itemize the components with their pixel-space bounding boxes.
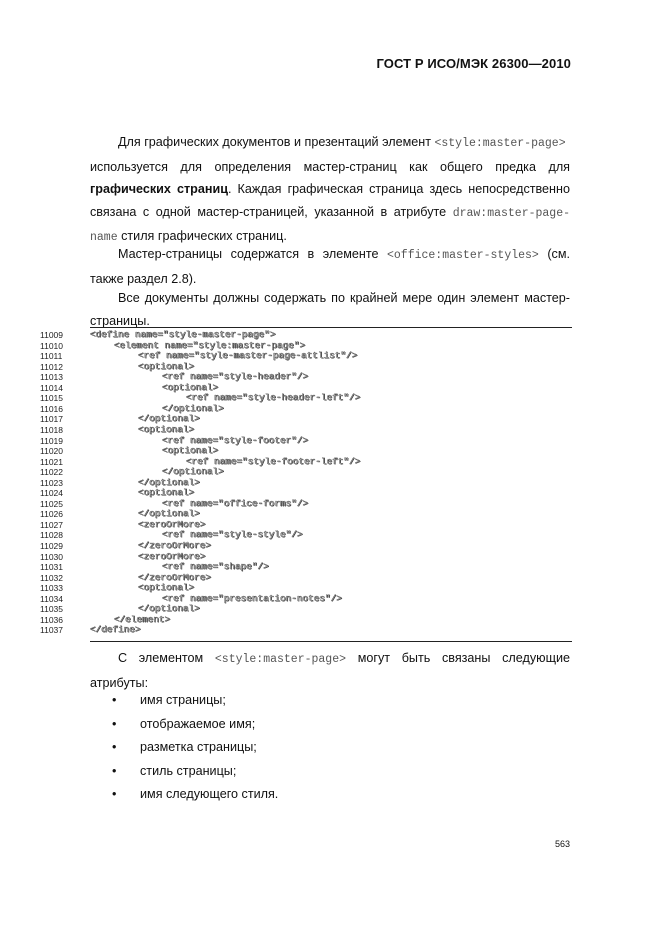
code-line-text: </optional> [138,603,200,615]
p4-line1-text: С элементом [118,651,204,665]
p4-line2: атрибуты: [90,675,149,690]
code-line-text: </optional> [162,466,224,478]
p2-line1-code: <office:master-styles> [387,249,539,262]
document-standard-code: ГОСТ Р ИСО/МЭК 26300—2010 [376,56,571,71]
code-line-number: 11022 [40,467,64,478]
code-line [40,509,572,520]
bullet-icon: • [112,787,117,801]
code-line [40,541,572,552]
code-line-number: 11016 [40,403,64,414]
code-line-number: 11010 [40,340,64,351]
listing-top-rule [90,327,572,328]
code-line-text: </define> [90,624,141,636]
p2-line1-tail: (см. [547,247,570,261]
p1-line1-code: <style:master-page> [434,137,566,150]
bullet-icon: • [112,693,117,707]
code-line-text: </optional> [138,476,200,488]
code-line [40,404,572,415]
paragraph-requirement [90,287,570,332]
code-line-number: 11033 [40,583,64,594]
code-line-text: <zeroOrMore> [138,550,206,562]
p1-line5-code: name [90,231,118,244]
code-line [40,625,572,636]
code-line [40,330,572,341]
code-line-number: 11036 [40,614,64,625]
p1-line3-rest: . Каждая графическая страница здесь непосредственно [227,182,570,196]
attribute-list-item-text: стиль страницы; [140,763,237,778]
code-line-text: <ref name="style-footer-left"/> [186,455,361,467]
code-line [40,446,572,457]
code-line-text: <ref name="office-forms"/> [162,497,309,509]
p3-line1 [90,287,570,310]
code-line-text: <ref name="style-header"/> [162,371,309,383]
code-line [40,457,572,468]
code-line-number: 11026 [40,509,64,520]
p4-line1-tail: могут быть связаны следующие [357,651,570,665]
code-line-text: <ref name="style-header-left"/> [186,392,361,404]
code-line-number: 11023 [40,477,64,488]
attribute-list-item-text: разметка страницы; [140,740,257,754]
code-line [40,594,572,605]
code-line-number: 11018 [40,424,64,435]
attribute-list-item [112,689,226,711]
code-line-text: <optional> [138,423,195,435]
code-line-number: 11015 [40,393,64,404]
code-line-text: </optional> [138,413,200,425]
p1-line1 [90,131,570,156]
p4-line1-code: <style:master-page> [214,653,347,666]
attribute-list-item [112,713,255,735]
p2-line2: также раздел 2.8). [90,271,197,286]
code-line-text: <optional> [138,360,195,372]
code-line [40,351,572,362]
code-line-number: 11011 [40,351,63,362]
code-line-text: </optional> [138,508,200,520]
code-line-text: <optional> [138,582,195,594]
code-line [40,436,572,447]
attribute-list-item-text: имя страницы; [140,693,226,707]
code-line [40,499,572,510]
attribute-list-item-text: отображаемое имя; [140,716,256,731]
code-line-text: <zeroOrMore> [138,518,206,530]
p4-line1 [90,647,570,672]
attribute-list-item-text: имя следующего стиля. [140,787,279,801]
code-line-text: <element name="style:master-page"> [114,339,306,351]
p2-line1 [90,243,570,268]
code-line [40,414,572,425]
p1-line1-text: Для графических документов и презентаций элемент [118,135,431,149]
p3-line1-text: Все документы должны содержать по крайней мере один элемент мастер- [118,291,570,305]
bullet-icon: • [112,740,117,754]
code-line-text: <define name="style-master-page"> [90,329,276,340]
paragraph-master-page-intro [90,131,570,250]
code-line-text: <ref name="presentation-notes"/> [162,592,343,604]
code-line-text: <optional> [138,487,195,499]
code-line [40,530,572,541]
code-line [40,467,572,478]
code-line-text: <ref name="style-footer"/> [162,434,309,446]
attribute-list-item [112,736,257,758]
code-line [40,425,572,436]
code-line [40,393,572,404]
code-line-number: 11020 [40,446,64,457]
code-line-number: 11030 [40,551,64,562]
code-line-number: 11027 [40,519,64,530]
code-line-number: 11024 [40,488,64,499]
code-line-number: 11013 [40,372,64,383]
code-line [40,520,572,531]
code-line [40,552,572,563]
code-line [40,478,572,489]
code-line-number: 11034 [40,593,64,604]
code-line-text: <ref name="style-style"/> [162,529,303,541]
code-line-number: 11028 [40,530,64,541]
code-line-number: 11009 [40,330,64,340]
attribute-list-item [112,783,278,805]
code-line-number: 11025 [40,498,64,509]
p3-line2: страницы. [90,313,150,328]
p1-line3 [90,178,570,201]
bullet-icon: • [112,716,117,731]
code-line-number: 11017 [40,414,64,425]
page-number: 563 [554,839,570,849]
code-line-number: 11037 [40,625,64,636]
bullet-icon: • [112,763,117,778]
code-line [40,573,572,584]
code-line-number: 11035 [40,604,64,615]
code-line-number: 11032 [40,572,64,583]
code-line-text: </element> [114,613,171,625]
p1-line4-code: draw:master-page- [452,206,571,220]
p1-line4-text: связана с одной мастер-страницей, указанной в атрибуте [90,204,447,219]
code-line-text: <ref name="shape"/> [162,561,269,573]
code-line-text: </zeroOrMore> [138,540,212,551]
p1-line3-bold: графических страниц [90,182,228,196]
code-line-text: </optional> [162,402,224,414]
p1-line5-text: стиля графических страниц. [121,229,287,243]
listing-bottom-rule [90,641,572,642]
code-line-text: <optional> [162,445,219,457]
code-line [40,372,572,383]
paragraph-master-styles [90,243,570,290]
code-line-number: 11019 [40,435,64,446]
code-line-number: 11014 [40,382,64,393]
attribute-list-item [112,760,236,782]
code-line-number: 11021 [40,456,64,467]
code-line-text: <ref name="style-master-page-attlist"/> [138,350,358,362]
code-line-number: 11031 [40,562,64,573]
code-line-number: 11012 [40,361,64,372]
code-line-number: 11029 [40,541,64,551]
code-line [40,562,572,573]
p2-line1-text: Мастер-страницы содержатся в элементе [118,247,379,261]
p1-line2: используется для определения мастер-страниц как общего предка для [90,159,570,174]
p1-line4 [90,201,570,226]
paragraph-attributes-intro [90,647,570,694]
code-line-text: <optional> [162,381,219,393]
code-line-text: </zeroOrMore> [138,571,212,583]
